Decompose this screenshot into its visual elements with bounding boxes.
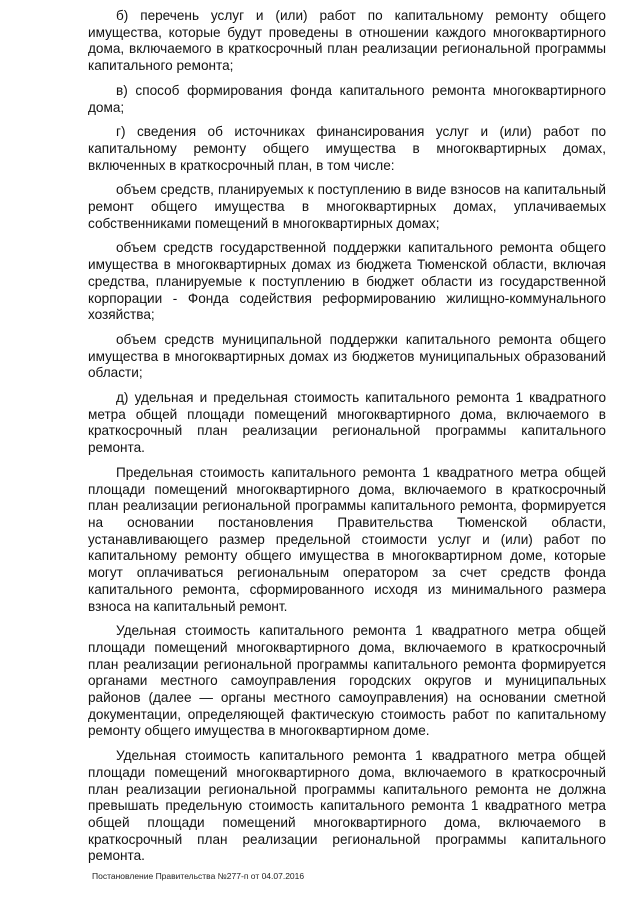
paragraph-state-support: объем средств государственной поддержки капитального ремонта общего имущества в многоквартирных домах из бюджета Тюменской области, включая средства, планируемые к поступлению в бюджет области из государственной корпорации - Фонда содействия реформированию жилищно-коммунального хозяйства; (88, 240, 606, 323)
paragraph-limit-cost: Предельная стоимость капитального ремонта 1 квадратного метра общей площади помещений многоквартирного дома, включаемого в краткосрочный план реализации региональной программы капитального ремонта, формируется на основании постановления Правительства Тюменской области, устанавливающего размер предельной стоимости услуг и (или) работ по капитальному ремонту общего имущества в многоквартирном доме, которые могут оплачиваться региональным оператором за счет средств фонда капитального ремонта, сформированного исходя из минимального размера взноса на капитальный ремонт. (88, 464, 606, 614)
paragraph-municipal-support: объем средств муниципальной поддержки капитального ремонта общего имущества в многоквартирных домах из бюджетов муниципальных образований области; (88, 331, 606, 381)
paragraph-unit-cost-formation: Удельная стоимость капитального ремонта 1 квадратного метра общей площади помещений многоквартирного дома, включаемого в краткосрочный план реализации региональной программы капитального ремонта формируется органами местного самоуправления городских округов и муниципальных районов (далее — органы местного самоуправления) на основании сметной документации, определяющей фактическую стоимость работ по капитальному ремонту общего имущества в многоквартирном доме. (88, 623, 606, 739)
paragraph-b-services-list: б) перечень услуг и (или) работ по капитальному ремонту общего имущества, которые будут проведены в отношении каждого многоквартирного дома, включаемого в краткосрочный план реализации региональной программы капитального ремонта; (88, 8, 606, 74)
page-footer: Постановление Правительства №277-п от 04.07.2016 (92, 871, 305, 881)
paragraph-d-unit-cost: д) удельная и предельная стоимость капитального ремонта 1 квадратного метра общей площади помещений многоквартирного дома, включаемого в краткосрочный план реализации региональной программы капитального ремонта. (88, 390, 606, 456)
document-page (88, 8, 606, 865)
paragraph-g-financing-sources: г) сведения об источниках финансирования услуг и (или) работ по капитальному ремонту общего имущества в многоквартирных домах, включенных в краткосрочный план, в том числе: (88, 124, 606, 173)
paragraph-unit-cost-limit: Удельная стоимость капитального ремонта 1 квадратного метра общей площади помещений многоквартирного дома, включаемого в краткосрочный план реализации региональной программы капитального ремонта не должна превышать предельную стоимость капитального ремонта 1 квадратного метра общей площади помещений многоквартирного дома, включаемого в краткосрочный план реализации региональной программы капитального ремонта. (88, 748, 606, 864)
paragraph-v-fund-method: в) способ формирования фонда капитального ремонта многоквартирного дома; (88, 82, 606, 115)
paragraph-owner-contributions: объем средств, планируемых к поступлению в виде взносов на капитальный ремонт общего имущества в многоквартирных домах, уплачиваемых собственниками помещений в многоквартирных домах; (88, 182, 606, 231)
